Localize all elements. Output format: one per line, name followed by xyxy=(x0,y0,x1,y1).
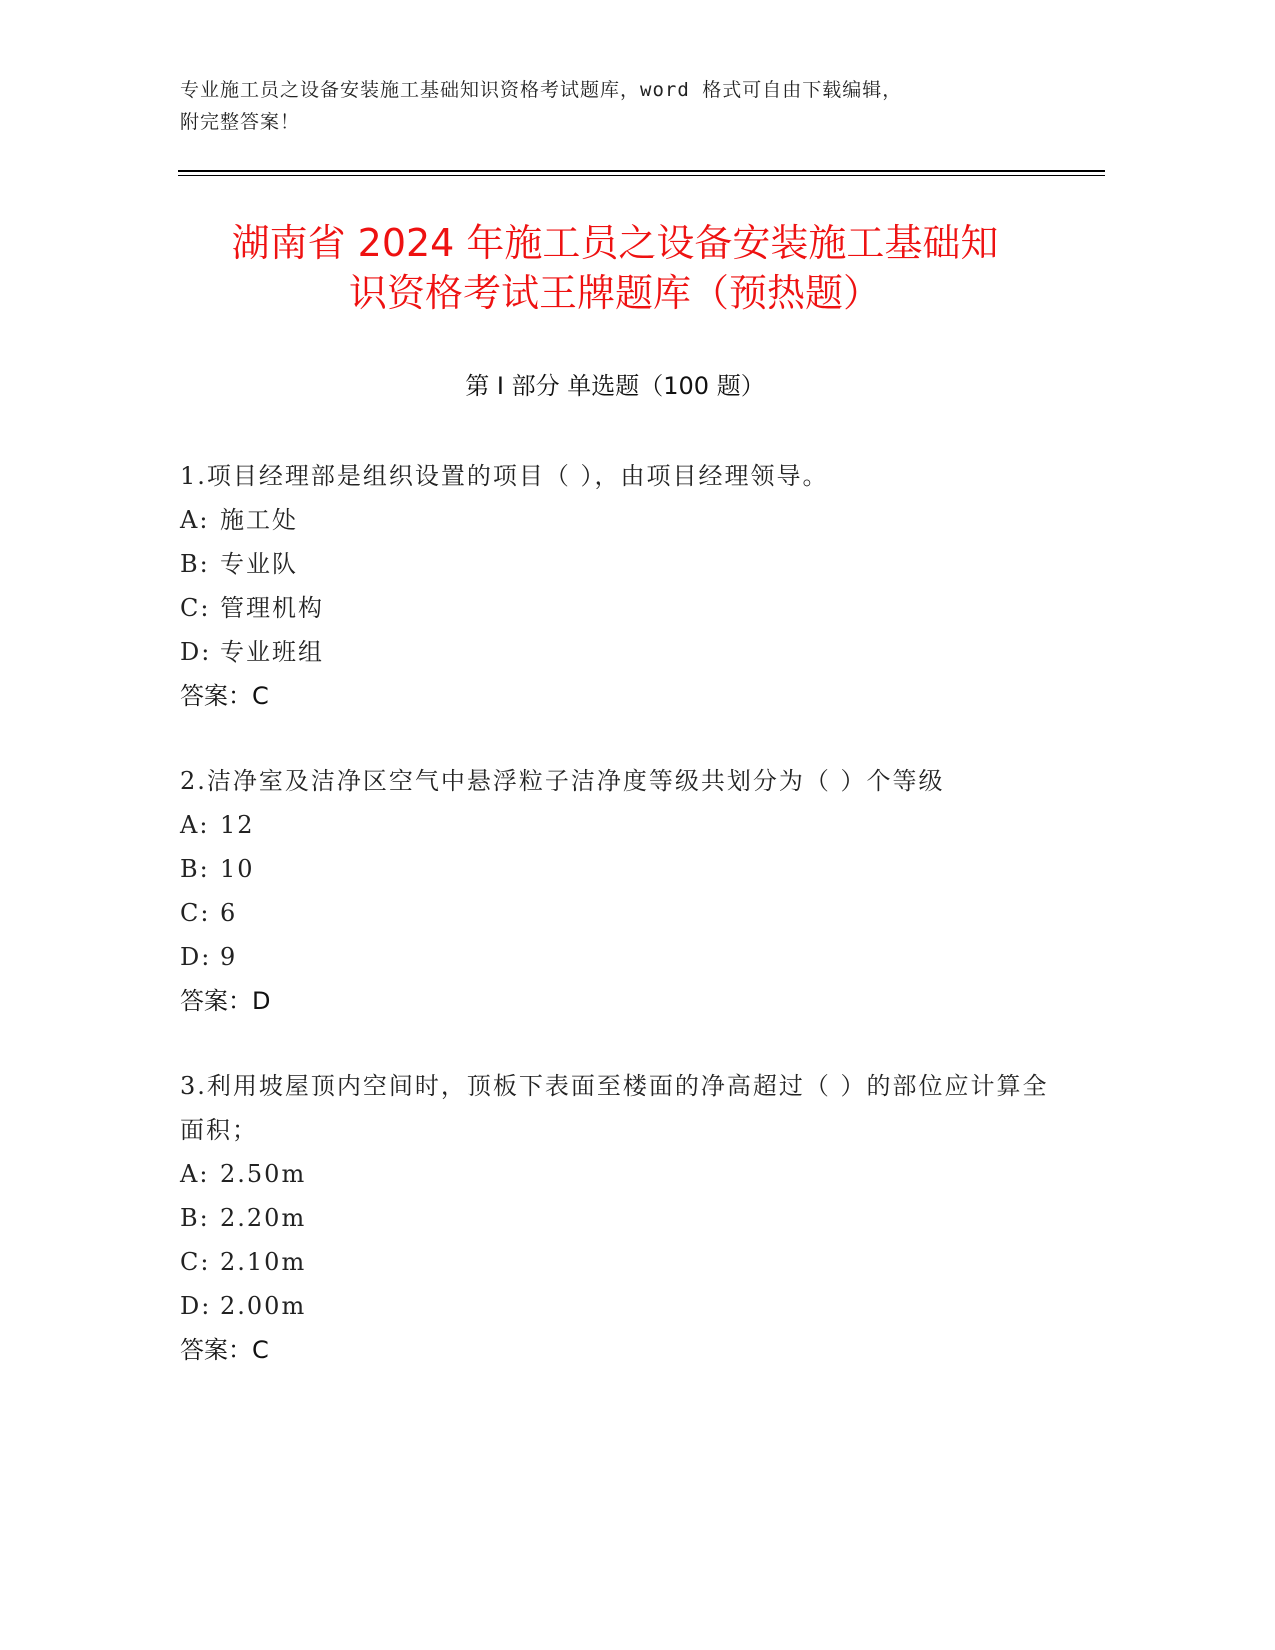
question-1 xyxy=(180,454,1050,718)
section-title: 第 I 部分 单选题（100 题） xyxy=(465,372,765,400)
option-d xyxy=(180,935,1050,979)
option-a xyxy=(180,498,1050,542)
option-key: B: xyxy=(180,1204,210,1232)
header-note-line-1: 专业施工员之设备安装施工基础知识资格考试题库，word 格式可自由下载编辑， xyxy=(180,79,903,101)
option-c xyxy=(180,891,1050,935)
option-key: C: xyxy=(180,1248,211,1276)
answer-line: 答案：C xyxy=(180,1336,269,1364)
header-note-line-2: 附完整答案！ xyxy=(180,111,301,133)
option-c xyxy=(180,1240,1050,1284)
option-text: 2.00m xyxy=(220,1292,307,1320)
header-note xyxy=(180,74,1080,138)
option-text: 2.20m xyxy=(220,1204,307,1232)
option-key: D: xyxy=(180,1292,212,1320)
option-d xyxy=(180,1284,1050,1328)
option-key: C: xyxy=(180,899,211,927)
option-text: 管理机构 xyxy=(220,594,324,622)
option-b xyxy=(180,847,1050,891)
option-key: A: xyxy=(180,811,210,839)
option-key: C: xyxy=(180,594,211,622)
document-title-line-2: 识资格考试王牌题库（预热题） xyxy=(348,271,881,315)
question-2 xyxy=(180,759,1050,1023)
option-key: A: xyxy=(180,1160,210,1188)
option-key: A: xyxy=(180,506,210,534)
option-key: B: xyxy=(180,855,210,883)
option-text: 2.50m xyxy=(220,1160,307,1188)
question-stem: 1.项目经理部是组织设置的项目（ ），由项目经理领导。 xyxy=(180,462,829,490)
option-text: 10 xyxy=(220,855,255,883)
option-text: 6 xyxy=(220,899,238,927)
option-d xyxy=(180,630,1050,674)
header-divider-thin xyxy=(178,175,1105,176)
document-title xyxy=(180,218,1050,318)
header-divider-thick xyxy=(178,170,1105,172)
option-key: D: xyxy=(180,943,212,971)
option-a xyxy=(180,1152,1050,1196)
question-stem: 2.洁净室及洁净区空气中悬浮粒子洁净度等级共划分为（ ）个等级 xyxy=(180,767,945,795)
option-text: 12 xyxy=(220,811,255,839)
option-text: 2.10m xyxy=(220,1248,307,1276)
document-title-line-1: 湖南省 2024 年施工员之设备安装施工基础知 xyxy=(231,221,999,265)
question-stem: 3.利用坡屋顶内空间时，顶板下表面至楼面的净高超过（ ）的部位应计算全面积； xyxy=(180,1072,1049,1144)
answer-line: 答案：C xyxy=(180,682,269,710)
option-key: B: xyxy=(180,550,210,578)
option-text: 施工处 xyxy=(220,506,298,534)
option-b xyxy=(180,542,1050,586)
option-a xyxy=(180,803,1050,847)
question-3 xyxy=(180,1064,1050,1372)
option-text: 专业队 xyxy=(220,550,298,578)
option-b xyxy=(180,1196,1050,1240)
answer-line: 答案：D xyxy=(180,987,271,1015)
option-text: 9 xyxy=(220,943,238,971)
option-key: D: xyxy=(180,638,212,666)
option-text: 专业班组 xyxy=(220,638,324,666)
option-c xyxy=(180,586,1050,630)
